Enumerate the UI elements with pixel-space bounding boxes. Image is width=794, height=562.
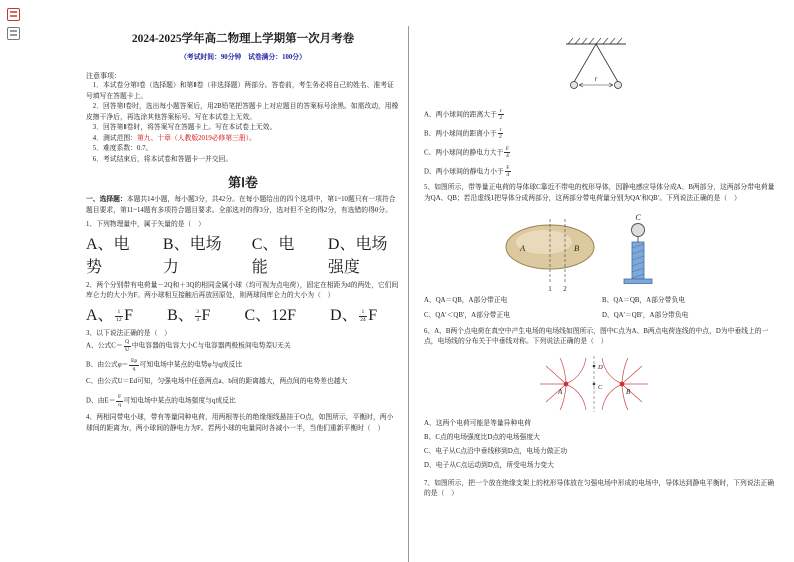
question-6-text: 6、A、B两个点电荷在真空中产生电场的电场线如图所示，图中C点为A、B两点电荷连线的中点，D为中垂线上的一点，电场线的分布关于中垂线对称。下列说法正确的是（ ） <box>424 327 769 346</box>
logo-icon <box>7 27 20 40</box>
fraction: $\frac{r}{2}$ <box>499 126 502 141</box>
option-a <box>424 108 780 122</box>
option-d: D、QA′＝QB′，A部分带负电 <box>602 311 689 319</box>
option-suffix: F <box>124 306 134 324</box>
left-column <box>86 0 400 434</box>
part-a-label: A <box>520 243 526 254</box>
fraction: $\frac{F}{4}$ <box>505 145 509 160</box>
option-d: D、电子从C点运动到D点，所受电场力变大 <box>424 461 554 469</box>
option-a: A、QA＝QB，A部分带正电 <box>424 297 508 305</box>
option-prefix: B、由公式φ＝ <box>86 361 129 369</box>
cut-2-label: 2 <box>563 285 567 294</box>
option-a: A、这两个电荷可能是等量异种电荷 <box>424 419 531 427</box>
option-c: C、电能 <box>251 235 295 276</box>
field-lines-diagram <box>534 352 656 416</box>
option-prefix: D、两小球间的静电力小于 <box>424 168 504 176</box>
fraction: $\frac{1}{24}$ <box>360 309 366 323</box>
page-title: 2024-2025学年高二物理上学期第一次月考卷 <box>131 33 355 45</box>
section-1-intro-lead: 一、选择题： <box>86 196 127 204</box>
right-column <box>424 0 780 500</box>
fraction: $\frac{r}{2}$ <box>499 108 503 122</box>
option-suffix: F <box>368 306 378 324</box>
question-6-options <box>424 419 780 473</box>
figure-field-lines <box>534 352 780 416</box>
option-prefix: D、由E＝ <box>86 397 116 405</box>
question-4-text: 4、两相同带电小球，带有等量同种电荷，用两根等长的绝缘细线悬挂于O点，如图所示，平衡时，两小球间的距离为r，两小球间的静电力为F。若两小球的电量同时各减小一半，当他们重新平衡时（ ） <box>86 413 394 432</box>
fraction: $\frac{3}{4}$ <box>196 309 200 323</box>
option-d: D、电场强度 <box>327 235 388 276</box>
part-b-label: B <box>574 243 580 254</box>
charge-a-label: A <box>558 387 563 396</box>
question-1-text: 1、下列物理量中，属于矢量的是（ ） <box>86 221 205 229</box>
notice-item-3: 3．回答第Ⅱ卷时，将答案写在答题卡上。写在本试卷上无效。 <box>92 124 277 132</box>
option-prefix: A、公式C＝ <box>86 342 123 350</box>
option-suffix: 中电容器的电容大小C与电容器两极板间电势差U无关 <box>131 342 291 350</box>
hanging-balls-diagram <box>548 32 644 102</box>
option-label: D、 <box>330 306 358 324</box>
fraction: $\frac{F}{4}$ <box>506 164 510 178</box>
option-b <box>424 127 780 141</box>
option-label: A、 <box>86 306 114 324</box>
option-suffix: 可知电场中某点的电势φ与q成反比 <box>139 361 243 369</box>
notice-item-6: 6．考试结束后，将本试卷和答题卡一并交回。 <box>92 155 233 163</box>
seal-icon <box>7 8 20 21</box>
notice-item-5: 5．难度系数：0.7。 <box>92 145 153 153</box>
figure-hanging-balls <box>548 32 780 102</box>
cut-1-label: 1 <box>548 285 552 294</box>
option-c <box>424 146 780 160</box>
option-prefix: A、两小球间的距离大于 <box>424 111 497 119</box>
question-1-options <box>86 231 400 277</box>
option-b <box>167 302 210 325</box>
question-4 <box>86 413 400 434</box>
option-d <box>330 302 377 325</box>
question-2 <box>86 281 400 325</box>
ball-c-label: C <box>635 213 641 223</box>
column-divider <box>408 26 409 562</box>
question-1 <box>86 220 400 277</box>
question-3-text: 3、以下说法正确的是（ ） <box>86 329 171 337</box>
point-d-label: D <box>598 363 603 371</box>
fraction: $\frac{Ep}{q}$ <box>130 358 138 372</box>
left-ball <box>571 82 578 89</box>
notice-heading: 注意事项： <box>86 72 121 80</box>
induction-diagram <box>502 211 672 293</box>
charged-ball <box>632 224 645 237</box>
option-c: C、12F <box>244 306 297 324</box>
figure-induction <box>502 211 780 293</box>
option-prefix: B、两小球间的距离小于 <box>424 130 497 138</box>
option-a: A、电势 <box>86 235 130 276</box>
fraction: $\frac{F}{q}$ <box>117 394 122 408</box>
question-7-text: 7、如图所示，把一个放在绝缘支架上的枕形导体放在匀强电场中形成的电场中，导体达到静电平衡时，下列说法正确的是（ ） <box>424 479 775 498</box>
notice-4-prefix: 4．测试范围： <box>92 134 137 142</box>
option-a <box>86 302 133 325</box>
right-ball <box>615 82 622 89</box>
notice-item-4 <box>86 134 400 145</box>
ceiling-hatch <box>568 38 622 44</box>
point-d <box>593 364 596 367</box>
option-d <box>424 165 780 179</box>
point-c <box>593 382 596 385</box>
distance-label: r <box>594 75 598 83</box>
option-c: C、QA′＜QB′，A部分带正电 <box>424 311 511 319</box>
distance-arrow <box>579 83 613 87</box>
option-b <box>86 358 400 372</box>
question-4-options <box>424 108 780 178</box>
question-3 <box>86 329 400 408</box>
notice-item-2: 2．回答第Ⅰ卷时，选出每小题答案后，用2B铅笔把答题卡上对应题目的答案标号涂黑。如需改动，用橡皮擦干净后，再选涂其他答案标号。写在本试卷上无效。 <box>86 103 399 121</box>
option-prefix: C、两小球间的静电力大于 <box>424 149 504 157</box>
question-2-options <box>86 302 400 325</box>
point-c-label: C <box>598 383 603 391</box>
notice-4-scope: 第九、十章（人教版2019必修第三册）。 <box>136 134 256 142</box>
fraction: $\frac{Q}{U}$ <box>125 339 130 353</box>
section-1-heading: 第Ⅰ卷 <box>228 175 258 191</box>
stand-base <box>624 279 652 284</box>
section-1-intro <box>86 195 400 216</box>
option-suffix: F <box>201 306 211 324</box>
option-a <box>86 339 400 353</box>
option-suffix: 可知电场中某点的电场强度与q成反比 <box>123 397 236 405</box>
fraction: $\frac{1}{12}$ <box>116 309 122 323</box>
option-c: C、由公式U＝Ed可知，匀强电场中任意两点a、b间的距离越大，两点间的电势差也越大 <box>86 378 348 386</box>
question-5-options <box>424 296 780 321</box>
option-b: B、C点的电场强度比D点的电场强度大 <box>424 433 540 441</box>
option-d <box>86 394 400 408</box>
option-c: C、电子从C点沿中垂线移到D点，电场力做正功 <box>424 447 568 455</box>
exam-info: （考试时间：90分钟 试卷满分：100分） <box>180 54 306 61</box>
option-label: B、 <box>167 306 194 324</box>
notice-item-1: 1．本试卷分第Ⅰ卷（选择题）和第Ⅱ卷（非选择题）两部分。答卷前，考生务必将自己的姓名、准考证号填写在答题卡上。 <box>86 82 394 100</box>
section-1-intro-rest: 本题共14小题，每小题3分，共42分。在每小题给出的四个选项中，第1~10题只有一项符合题目要求，第11~14题有多项符合题目要求。全部选对的得3分，选对但不全的得2分，有选错的得0分。 <box>86 196 396 214</box>
option-b: B、电场力 <box>162 235 222 276</box>
charge-b-label: B <box>626 387 631 396</box>
question-2-text: 2、两个分别带有电荷量－2Q和＋3Q的相同金属小球（均可视为点电荷），固定在相距为d的两处，它们间库仑力的大小为F。两小球相互接触后再放回原处，则两球间库仑力的大小为（ ） <box>86 281 399 300</box>
option-b: B、QA＝QB，A部分带负电 <box>602 297 686 305</box>
charge-b <box>620 381 625 386</box>
question-5-text: 5、如图所示，带等量正电荷的导体球C靠近不带电的枕形导体，因静电感应导体分成A、B两部分，这两部分带电荷量为QA、QB；若沿虚线1把导体分成两部分，这两部分带电荷量分别为QA′和QB′。下列说法正确的是（ ） <box>424 184 775 202</box>
charge-a <box>564 381 569 386</box>
